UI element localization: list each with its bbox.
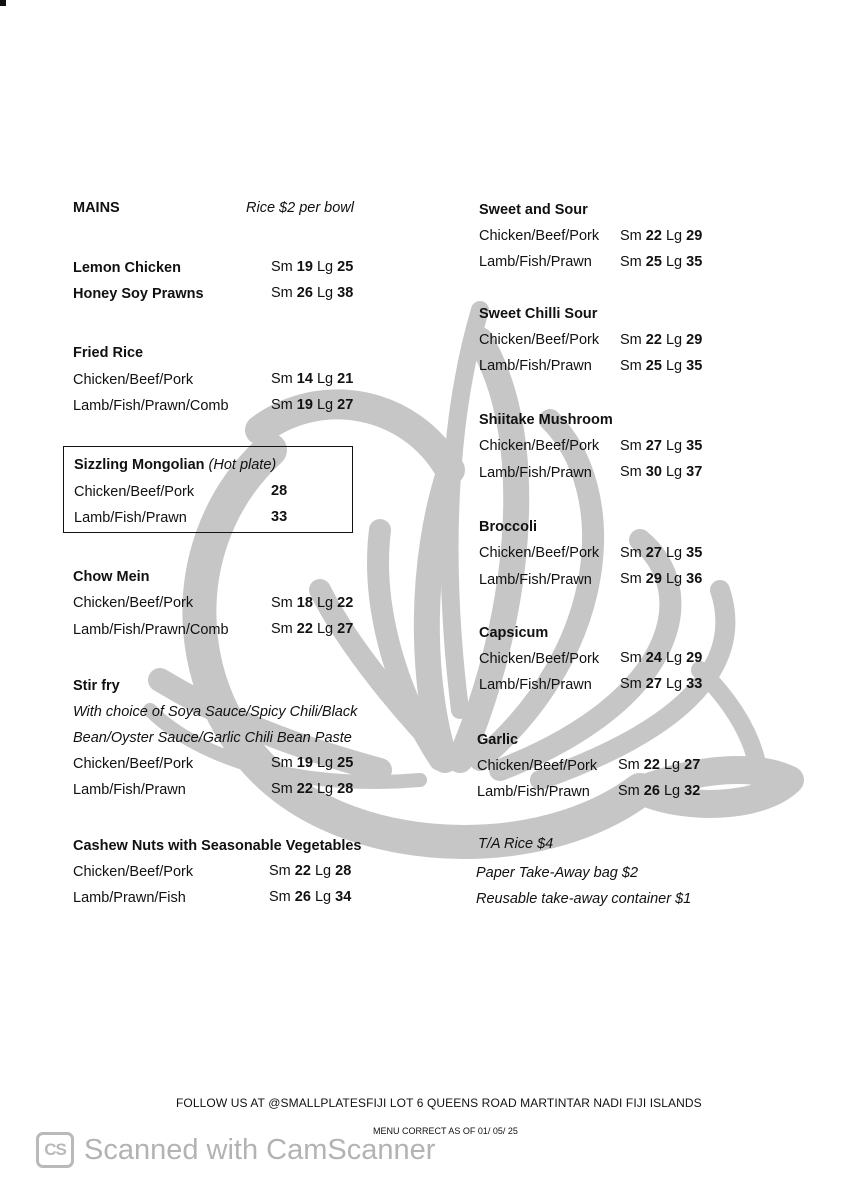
stir-fry-price-2: Sm 22 Lg 28 <box>271 781 354 797</box>
sweet-chilli-price-1: Sm 22 Lg 29 <box>620 332 703 348</box>
fried-rice-price-1: Sm 14 Lg 21 <box>271 371 354 387</box>
sizzling-item-1: Chicken/Beef/Pork <box>74 484 195 500</box>
shiitake-item-2: Lamb/Fish/Prawn <box>479 465 592 481</box>
shiitake-price-1: Sm 27 Lg 35 <box>620 438 703 454</box>
broccoli-price-2: Sm 29 Lg 36 <box>620 571 703 587</box>
sizzling-title: Sizzling Mongolian (Hot plate) <box>74 457 277 473</box>
footer-follow: FOLLOW US AT @SMALLPLATESFIJI LOT 6 QUEENS ROAD MARTINTAR NADI FIJI ISLANDS <box>176 1096 702 1110</box>
capsicum-item-2: Lamb/Fish/Prawn <box>479 677 592 693</box>
stir-fry-title: Stir fry <box>73 678 120 694</box>
cashew-title: Cashew Nuts with Seasonable Vegetables <box>73 838 362 854</box>
rice-note: Rice $2 per bowl <box>246 200 354 216</box>
fried-rice-item-2: Lamb/Fish/Prawn/Comb <box>73 398 229 414</box>
chow-mein-item-1: Chicken/Beef/Pork <box>73 595 194 611</box>
garlic-price-1: Sm 22 Lg 27 <box>618 757 701 773</box>
mains-title: MAINS <box>73 200 120 216</box>
camscanner-logo-icon: CS <box>36 1132 74 1168</box>
cashew-price-2: Sm 26 Lg 34 <box>269 889 352 905</box>
sweet-chilli-item-1: Chicken/Beef/Pork <box>479 332 600 348</box>
leaf-watermark-icon <box>120 290 810 910</box>
shiitake-item-1: Chicken/Beef/Pork <box>479 438 600 454</box>
cashew-item-1: Chicken/Beef/Pork <box>73 864 194 880</box>
sweet-sour-item-1: Chicken/Beef/Pork <box>479 228 600 244</box>
capsicum-title: Capsicum <box>479 625 549 641</box>
broccoli-price-1: Sm 27 Lg 35 <box>620 545 703 561</box>
garlic-item-2: Lamb/Fish/Prawn <box>477 784 590 800</box>
corner-mark <box>0 0 6 6</box>
broccoli-title: Broccoli <box>479 519 538 535</box>
sweet-sour-title: Sweet and Sour <box>479 202 588 218</box>
fried-rice-title: Fried Rice <box>73 345 144 361</box>
chow-mein-item-2: Lamb/Fish/Prawn/Comb <box>73 622 229 638</box>
chow-mein-price-2: Sm 22 Lg 27 <box>271 621 354 637</box>
shiitake-price-2: Sm 30 Lg 37 <box>620 464 703 480</box>
sweet-sour-price-1: Sm 22 Lg 29 <box>620 228 703 244</box>
ta-rice-note: T/A Rice $4 <box>478 836 554 852</box>
chow-mein-price-1: Sm 18 Lg 22 <box>271 595 354 611</box>
sizzling-price-2: 33 <box>271 509 288 525</box>
capsicum-price-2: Sm 27 Lg 33 <box>620 676 703 692</box>
sizzling-item-2: Lamb/Fish/Prawn <box>74 510 187 526</box>
sizzling-price-1: 28 <box>271 483 288 499</box>
sweet-chilli-price-2: Sm 25 Lg 35 <box>620 358 703 374</box>
fried-rice-item-1: Chicken/Beef/Pork <box>73 372 194 388</box>
takeaway-bag-note: Paper Take-Away bag $2 <box>476 865 639 881</box>
sweet-sour-price-2: Sm 25 Lg 35 <box>620 254 703 270</box>
garlic-title: Garlic <box>477 732 519 748</box>
fried-rice-price-2: Sm 19 Lg 27 <box>271 397 354 413</box>
stir-fry-price-1: Sm 19 Lg 25 <box>271 755 354 771</box>
lemon-chicken-name: Lemon Chicken <box>73 260 181 276</box>
chow-mein-title: Chow Mein <box>73 569 150 585</box>
sweet-chilli-title: Sweet Chilli Sour <box>479 306 598 322</box>
broccoli-item-2: Lamb/Fish/Prawn <box>479 572 592 588</box>
stir-fry-desc-2: Bean/Oyster Sauce/Garlic Chili Bean Paste <box>73 730 352 746</box>
cashew-price-1: Sm 22 Lg 28 <box>269 863 352 879</box>
container-note: Reusable take-away container $1 <box>476 891 692 907</box>
stir-fry-desc-1: With choice of Soya Sauce/Spicy Chili/Black <box>73 704 358 720</box>
cashew-item-2: Lamb/Prawn/Fish <box>73 890 186 906</box>
menu-correct-date: MENU CORRECT AS OF 01/ 05/ 25 <box>373 1126 518 1136</box>
sweet-chilli-item-2: Lamb/Fish/Prawn <box>479 358 592 374</box>
broccoli-item-1: Chicken/Beef/Pork <box>479 545 600 561</box>
stir-fry-item-1: Chicken/Beef/Pork <box>73 756 194 772</box>
camscanner-watermark: Scanned with CamScanner <box>84 1134 436 1166</box>
capsicum-item-1: Chicken/Beef/Pork <box>479 651 600 667</box>
garlic-item-1: Chicken/Beef/Pork <box>477 758 598 774</box>
stir-fry-item-2: Lamb/Fish/Prawn <box>73 782 186 798</box>
honey-soy-price: Sm 26 Lg 38 <box>271 285 354 301</box>
garlic-price-2: Sm 26 Lg 32 <box>618 783 701 799</box>
shiitake-title: Shiitake Mushroom <box>479 412 613 428</box>
capsicum-price-1: Sm 24 Lg 29 <box>620 650 703 666</box>
lemon-chicken-price: Sm 19 Lg 25 <box>271 259 354 275</box>
honey-soy-name: Honey Soy Prawns <box>73 286 204 302</box>
sweet-sour-item-2: Lamb/Fish/Prawn <box>479 254 592 270</box>
